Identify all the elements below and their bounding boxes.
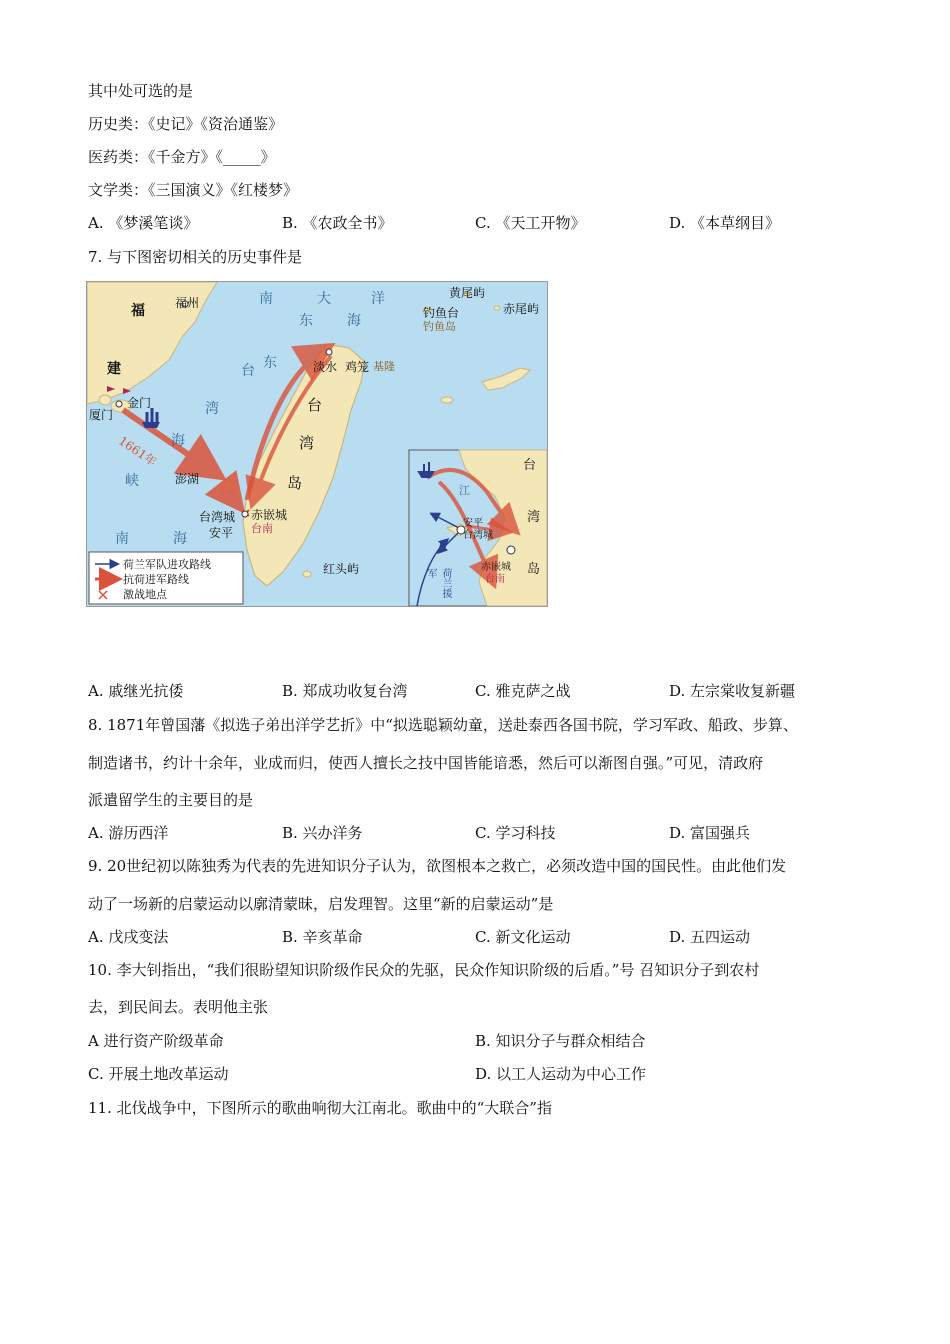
label-nan2: 南 <box>115 531 129 547</box>
inset-label-tai: 台 <box>523 458 537 473</box>
label-huangweiyu: 黄尾屿 <box>449 286 486 300</box>
inset-label-anping: 安平 <box>463 518 483 529</box>
taiwan-island <box>243 344 365 586</box>
label-hongtouyu: 红头屿 <box>323 562 360 576</box>
label-dao: 岛 <box>287 474 303 492</box>
label-dong-strait: 东 <box>263 355 277 371</box>
inset-label-wan: 湾 <box>527 510 541 525</box>
label-xiamen: 厦门 <box>89 408 114 422</box>
legend-koxinga: 抗荷进军路线 <box>123 573 189 586</box>
label-danshui: 淡水 <box>313 360 338 374</box>
xiamen-island <box>99 395 111 405</box>
inset-label-jiang: 江 <box>459 484 470 497</box>
q9-line-1: 9. 20世纪初以陈独秀为代表的先进知识分子认为，欲图根本之救亡，必须改造中国的国民性。由此他们发 <box>88 857 787 875</box>
q7-option-c: C. 雅克萨之战 <box>475 682 571 700</box>
q8-option-d: D. 富国强兵 <box>669 824 751 842</box>
label-yang: 洋 <box>371 291 385 307</box>
q8-line-1: 8. 1871年曾国藩《拟选子弟出洋学艺折》中“拟选聪颖幼童，送赴泰西各国书院，学习军政、船政、步算、 <box>88 716 798 734</box>
label-chiweiyu: 赤尾屿 <box>503 302 540 316</box>
label-fuzhou: 福州 <box>175 296 200 310</box>
q6-option-b: B. 《农政全书》 <box>282 214 393 232</box>
q10-option-c: C. 开展土地改革运动 <box>88 1065 229 1083</box>
inset-label-dao: 岛 <box>527 562 541 577</box>
label-jian: 建 <box>107 361 121 377</box>
inset-label-ckc: 赤嵌城 <box>481 562 511 573</box>
label-jinmen: 金门 <box>127 396 152 410</box>
q6-option-d: D. 《本草纲目》 <box>669 214 781 232</box>
ship-icon <box>142 408 160 428</box>
label-tai: 台 <box>307 396 323 414</box>
q8-option-a: A. 游历西洋 <box>88 824 169 842</box>
legend-battle: 激战地点 <box>123 588 167 601</box>
q10-option-d: D. 以工人运动为中心工作 <box>475 1065 647 1083</box>
label-tainan: 台南 <box>251 522 273 535</box>
q10-line-2: 去，到民间去。表明他主张 <box>88 998 269 1016</box>
q8-option-b: B. 兴办洋务 <box>282 824 363 842</box>
inset-label-tainan: 台南 <box>485 574 505 585</box>
q10-option-a: A 进行资产阶级革命 <box>88 1032 224 1050</box>
label-jilong2: 基隆 <box>373 360 395 373</box>
q8-option-c: C. 学习科技 <box>475 824 556 842</box>
label-dong: 东 <box>299 313 313 329</box>
q6-line-history: 历史类：《史记》《资治通鉴》 <box>88 115 284 133</box>
q7-option-d: D. 左宗棠收复新疆 <box>669 682 796 700</box>
q9-line-2: 动了一场新的启蒙运动以廓清蒙昧，启发理智。这里“新的启蒙运动”是 <box>88 895 554 913</box>
label-year: 1661年 <box>116 433 160 470</box>
q6-option-a: A. 《梦溪笔谈》 <box>88 214 199 232</box>
q9-option-a: A. 戊戌变法 <box>88 928 169 946</box>
label-wan: 湾 <box>299 434 315 452</box>
label-tai-strait: 台 <box>241 363 255 379</box>
legend-dutch: 荷兰军队进攻路线 <box>123 558 211 571</box>
label-da: 大 <box>317 291 331 307</box>
q6-option-c: C. 《天工开物》 <box>475 214 586 232</box>
label-anping: 安平 <box>209 526 234 540</box>
q9-option-d: D. 五四运动 <box>669 928 751 946</box>
label-diaoyudao: 钓鱼岛 <box>423 320 456 333</box>
label-penghu: 澎湖 <box>175 472 200 486</box>
q7-option-b: B. 郑成功收复台湾 <box>282 682 408 700</box>
label-xia: 峡 <box>125 473 139 489</box>
label-hai: 海 <box>347 313 361 329</box>
q9-option-c: C. 新文化运动 <box>475 928 571 946</box>
q6-line-literature: 文学类：《三国演义》《红楼梦》 <box>88 181 299 199</box>
q8-line-3: 派遣留学生的主要目的是 <box>88 791 254 809</box>
label-hai-strait: 海 <box>171 433 185 449</box>
q7-stem: 7. 与下图密切相关的历史事件是 <box>88 248 303 266</box>
q7-option-a: A. 戚继光抗倭 <box>88 682 184 700</box>
q6-stem: 其中处可选的是 <box>88 82 194 100</box>
q9-option-b: B. 辛亥革命 <box>282 928 363 946</box>
label-taiwancheng: 台湾城 <box>199 510 236 524</box>
inset-label-helan: 荷兰援军 <box>425 568 451 598</box>
label-wan-strait: 湾 <box>205 401 219 417</box>
label-chikancheng: 赤嵌城 <box>251 508 288 522</box>
q10-line-1: 10. 李大钊指出，“我们很盼望知识阶级作民众的先驱，民众作知识阶级的后盾。”号 召知识分子到农村 <box>88 961 760 979</box>
label-diaoyutai: 钓鱼台 <box>423 306 460 320</box>
q6-line-medicine: 医药类：《千金方》《_____》 <box>88 148 276 166</box>
label-nan: 南 <box>259 291 273 307</box>
q11-stem: 11. 北伐战争中，下图所示的歌曲响彻大江南北。歌曲中的“大联合”指 <box>88 1099 552 1117</box>
q8-line-2: 制造诸书，约计十余年，业成而归，使西人擅长之技中国皆能谙悉，然后可以渐图自强。”可见，清政府 <box>88 754 764 772</box>
label-fu: 福 <box>131 303 145 319</box>
label-jilong: 鸡笼 <box>345 360 370 374</box>
taiwan-map <box>86 281 548 607</box>
label-hai2: 海 <box>173 531 187 547</box>
q10-option-b: B. 知识分子与群众相结合 <box>475 1032 646 1050</box>
inset-label-twc: 台湾城 <box>463 530 493 541</box>
